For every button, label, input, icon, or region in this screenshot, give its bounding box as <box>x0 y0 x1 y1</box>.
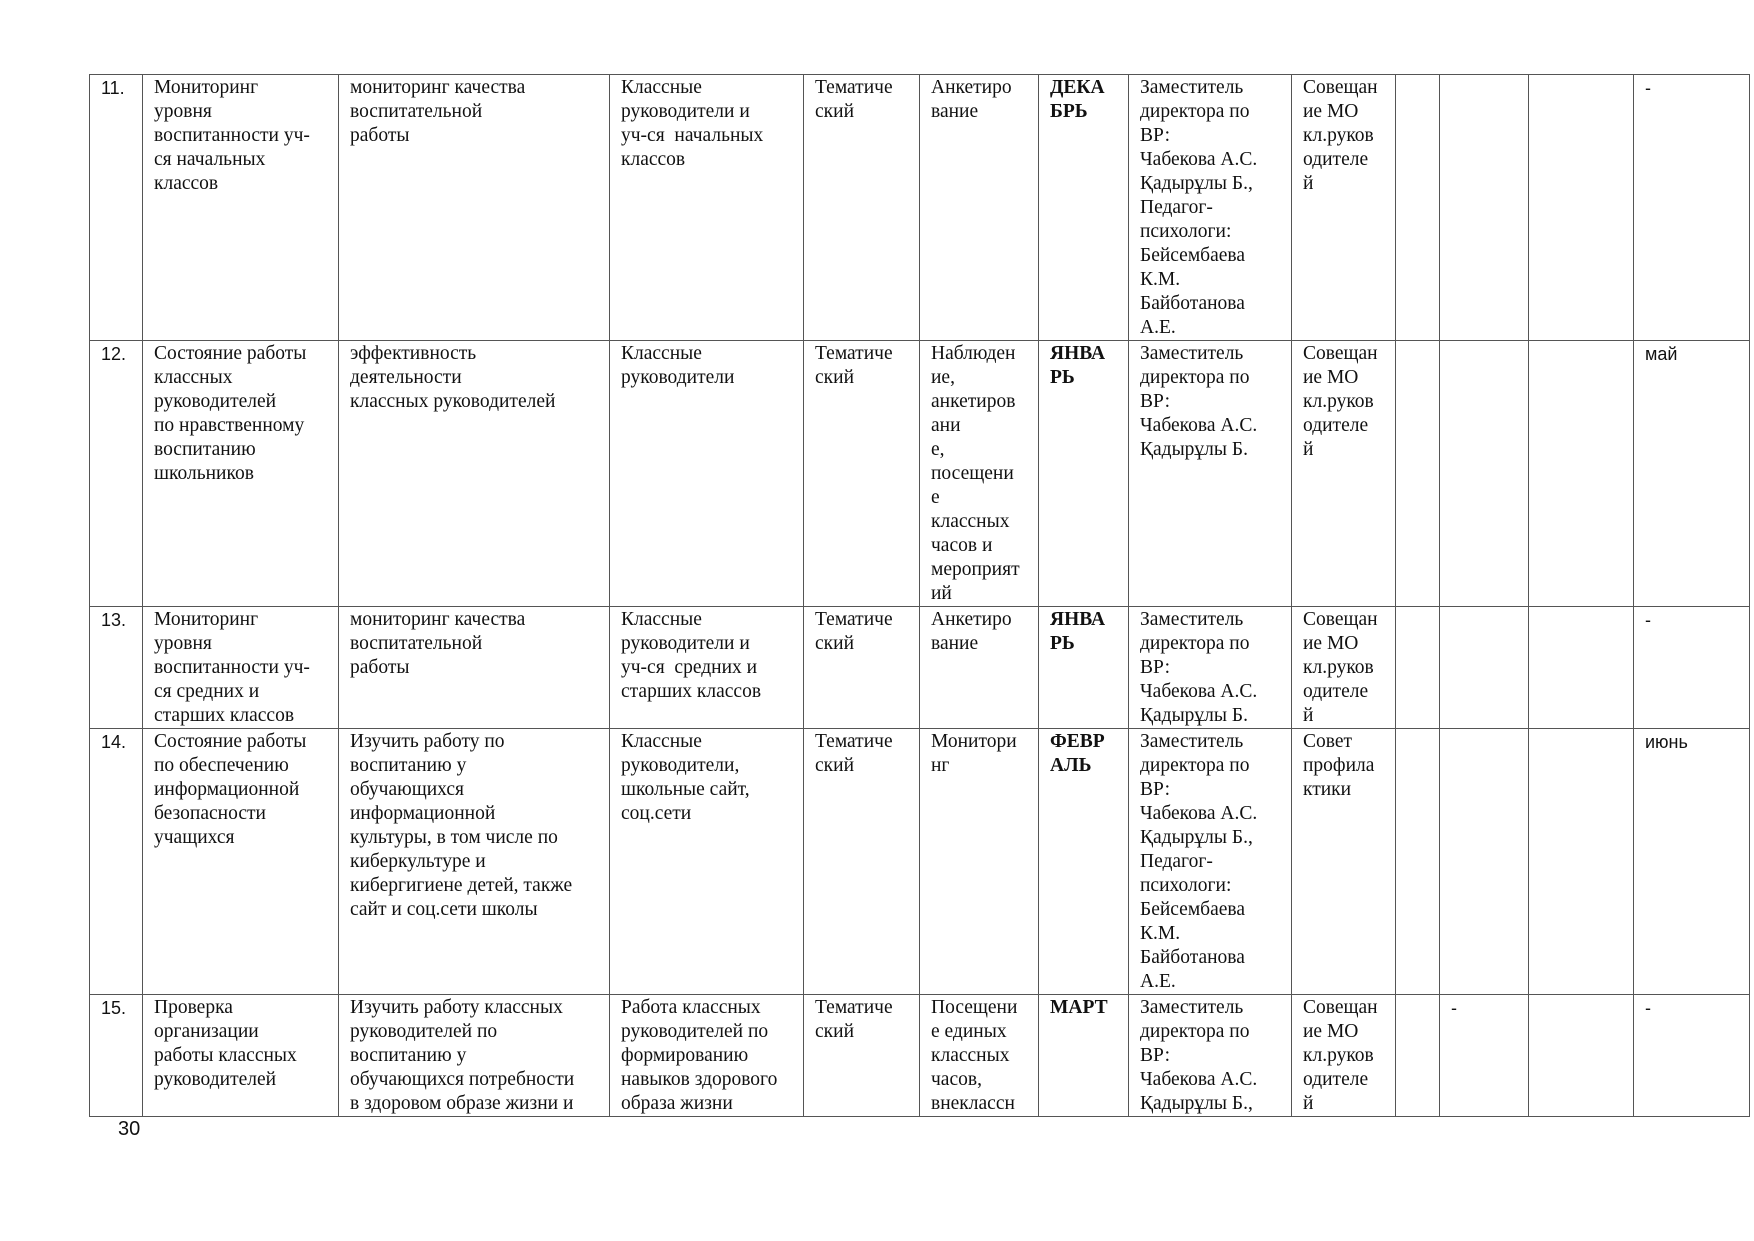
responsible-line: Қадырұлы Б. <box>1140 705 1248 726</box>
review-place-line: одителе <box>1303 681 1369 702</box>
topic-cell <box>143 75 339 341</box>
review-place-line: Совет <box>1303 731 1353 752</box>
responsible-line: Қадырұлы Б., <box>1140 173 1253 194</box>
method-line: часов и <box>931 535 993 556</box>
extra-cell-3 <box>1529 995 1634 1117</box>
method-line: Анкетиро <box>931 609 1012 630</box>
control-type-line: ский <box>815 101 854 122</box>
method-line: Монитори <box>931 731 1017 752</box>
object-line: уч-ся начальных <box>621 125 764 146</box>
purpose-line: Изучить работу классных <box>350 997 563 1018</box>
topic-line: руководителей <box>154 1069 277 1090</box>
object-line: уч-ся средних и <box>621 657 758 678</box>
review-place-line: ие МО <box>1303 1021 1359 1042</box>
responsible-line: Чабекова А.С. <box>1140 415 1258 436</box>
table-row <box>90 75 1750 341</box>
object-line: соц.сети <box>621 803 692 824</box>
responsible-cell <box>1129 75 1292 341</box>
extra-cell-2 <box>1440 341 1529 607</box>
table-body <box>90 75 1750 1117</box>
responsible-line: Чабекова А.С. <box>1140 681 1258 702</box>
control-type-line: ский <box>815 755 854 776</box>
responsible-line: Заместитель <box>1140 343 1244 364</box>
review-place-line: одителе <box>1303 415 1369 436</box>
responsible-line: Заместитель <box>1140 997 1244 1018</box>
review-place-line: ие МО <box>1303 367 1359 388</box>
object-line: Классные <box>621 77 702 98</box>
responsible-line: К.М. <box>1140 269 1181 290</box>
purpose-line: работы <box>350 657 410 678</box>
purpose-cell <box>339 607 610 729</box>
extra-cell-2 <box>1440 995 1529 1117</box>
review-place-line: ие МО <box>1303 101 1359 122</box>
method-line: ий <box>931 583 952 604</box>
month-line: ЯНВА <box>1050 609 1106 630</box>
object-line: руководители и <box>621 633 750 654</box>
responsible-line: ВР: <box>1140 125 1170 146</box>
method-line: посещени <box>931 463 1014 484</box>
responsible-cell <box>1129 729 1292 995</box>
purpose-line: воспитанию у <box>350 755 467 776</box>
control-type-cell <box>804 75 920 341</box>
purpose-line: Изучить работу по <box>350 731 505 752</box>
purpose-line: воспитанию у <box>350 1045 467 1066</box>
month-line: МАРТ <box>1050 997 1108 1018</box>
extra-cell-2 <box>1440 607 1529 729</box>
purpose-line: деятельности <box>350 367 462 388</box>
review-place-line: кл.руков <box>1303 1045 1374 1066</box>
responsible-line: психологи: <box>1140 875 1232 896</box>
extra-2-text: - <box>1451 998 1457 1018</box>
method-line: Наблюден <box>931 343 1016 364</box>
responsible-cell <box>1129 995 1292 1117</box>
object-cell <box>610 729 804 995</box>
object-line: руководителей по <box>621 1021 769 1042</box>
month-line: ЯНВА <box>1050 343 1106 364</box>
method-line: вание <box>931 101 979 122</box>
purpose-line: в здоровом образе жизни и <box>350 1093 574 1114</box>
responsible-line: Қадырұлы Б., <box>1140 827 1253 848</box>
review-place-line: й <box>1303 1093 1314 1114</box>
row-number-text: 15. <box>101 998 127 1018</box>
control-type-line: Тематиче <box>815 997 893 1018</box>
topic-cell <box>143 607 339 729</box>
method-cell <box>920 607 1039 729</box>
table-row <box>90 341 1750 607</box>
review-place-line: профила <box>1303 755 1375 776</box>
responsible-line: К.М. <box>1140 923 1181 944</box>
purpose-line: воспитательной <box>350 633 483 654</box>
responsible-line: Педагог- <box>1140 197 1213 218</box>
object-line: Работа классных <box>621 997 761 1018</box>
topic-line: руководителей <box>154 391 277 412</box>
extra-4-text: - <box>1645 998 1651 1018</box>
topic-line: информационной <box>154 779 300 800</box>
purpose-line: информационной <box>350 803 496 824</box>
topic-line: по обеспечению <box>154 755 289 776</box>
responsible-line: директора по <box>1140 755 1250 776</box>
responsible-line: А.Е. <box>1140 971 1176 992</box>
review-place-line: й <box>1303 173 1314 194</box>
method-line: Посещени <box>931 997 1018 1018</box>
topic-cell <box>143 729 339 995</box>
purpose-cell <box>339 729 610 995</box>
responsible-line: директора по <box>1140 1021 1250 1042</box>
row-number-text: 13. <box>101 610 127 630</box>
responsible-cell <box>1129 341 1292 607</box>
responsible-line: директора по <box>1140 367 1250 388</box>
object-cell <box>610 607 804 729</box>
responsible-line: Қадырұлы Б., <box>1140 1093 1253 1114</box>
row-number-text: 12. <box>101 344 127 364</box>
control-type-cell <box>804 995 920 1117</box>
purpose-line: мониторинг качества <box>350 77 526 98</box>
extra-cell-2 <box>1440 75 1529 341</box>
topic-line: классов <box>154 173 219 194</box>
purpose-line: кибергигиене детей, также <box>350 875 573 896</box>
topic-line: старших классов <box>154 705 295 726</box>
method-line: часов, <box>931 1069 982 1090</box>
review-place-line: Совещан <box>1303 609 1378 630</box>
method-cell <box>920 729 1039 995</box>
topic-line: уровня <box>154 633 212 654</box>
responsible-line: А.Е. <box>1140 317 1176 338</box>
extra-cell-4 <box>1634 729 1750 995</box>
responsible-line: Қадырұлы Б. <box>1140 439 1248 460</box>
purpose-line: сайт и соц.сети школы <box>350 899 538 920</box>
object-line: Классные <box>621 343 702 364</box>
review-place-line: одителе <box>1303 1069 1369 1090</box>
review-place-cell <box>1292 995 1396 1117</box>
month-line: РЬ <box>1050 367 1075 388</box>
month-line: ФЕВР <box>1050 731 1105 752</box>
extra-4-text: - <box>1645 78 1651 98</box>
month-cell <box>1039 607 1129 729</box>
control-type-line: Тематиче <box>815 609 893 630</box>
extra-4-text: - <box>1645 610 1651 630</box>
responsible-line: Заместитель <box>1140 731 1244 752</box>
month-cell <box>1039 341 1129 607</box>
row-number-cell <box>90 607 143 729</box>
object-line: руководители <box>621 367 735 388</box>
purpose-cell <box>339 75 610 341</box>
review-place-cell <box>1292 75 1396 341</box>
method-line: Анкетиро <box>931 77 1012 98</box>
topic-line: Мониторинг <box>154 609 259 630</box>
extra-cell-2 <box>1440 729 1529 995</box>
month-line: БРЬ <box>1050 101 1088 122</box>
extra-cell-1 <box>1396 729 1440 995</box>
review-place-line: кл.руков <box>1303 657 1374 678</box>
topic-line: ся начальных <box>154 149 266 170</box>
responsible-line: ВР: <box>1140 779 1170 800</box>
method-line: нг <box>931 755 950 776</box>
object-line: Классные <box>621 731 702 752</box>
topic-line: учащихся <box>154 827 235 848</box>
row-number-cell <box>90 75 143 341</box>
table-row <box>90 607 1750 729</box>
table-row <box>90 729 1750 995</box>
extra-cell-3 <box>1529 75 1634 341</box>
topic-line: классных <box>154 367 233 388</box>
topic-line: уровня <box>154 101 212 122</box>
object-line: классов <box>621 149 686 170</box>
object-line: навыков здорового <box>621 1069 778 1090</box>
row-number-cell <box>90 995 143 1117</box>
extra-cell-4 <box>1634 607 1750 729</box>
topic-line: работы классных <box>154 1045 297 1066</box>
review-place-line: й <box>1303 439 1314 460</box>
review-place-cell <box>1292 341 1396 607</box>
method-line: е единых <box>931 1021 1007 1042</box>
control-type-line: ский <box>815 367 854 388</box>
review-place-cell <box>1292 729 1396 995</box>
responsible-line: Чабекова А.С. <box>1140 1069 1258 1090</box>
responsible-line: Байботанова <box>1140 293 1245 314</box>
month-cell <box>1039 75 1129 341</box>
control-type-cell <box>804 729 920 995</box>
purpose-line: эффективность <box>350 343 477 364</box>
object-line: руководители, <box>621 755 740 776</box>
month-line: РЬ <box>1050 633 1075 654</box>
topic-line: Состояние работы <box>154 343 307 364</box>
control-type-line: ский <box>815 633 854 654</box>
method-line: внеклассн <box>931 1093 1015 1114</box>
control-type-line: ский <box>815 1021 854 1042</box>
month-cell <box>1039 995 1129 1117</box>
responsible-line: ВР: <box>1140 657 1170 678</box>
responsible-line: ВР: <box>1140 391 1170 412</box>
purpose-line: обучающихся потребности <box>350 1069 575 1090</box>
method-cell <box>920 341 1039 607</box>
responsible-line: Заместитель <box>1140 77 1244 98</box>
review-place-line: Совещан <box>1303 343 1378 364</box>
extra-cell-4 <box>1634 75 1750 341</box>
purpose-line: классных руководителей <box>350 391 556 412</box>
responsible-line: директора по <box>1140 101 1250 122</box>
review-place-line: кл.руков <box>1303 125 1374 146</box>
row-number-cell <box>90 729 143 995</box>
table-row <box>90 995 1750 1117</box>
purpose-line: воспитательной <box>350 101 483 122</box>
extra-cell-3 <box>1529 341 1634 607</box>
object-line: руководители и <box>621 101 750 122</box>
control-type-line: Тематиче <box>815 77 893 98</box>
responsible-line: психологи: <box>1140 221 1232 242</box>
extra-cell-3 <box>1529 607 1634 729</box>
object-line: старших классов <box>621 681 762 702</box>
review-place-cell <box>1292 607 1396 729</box>
topic-line: Мониторинг <box>154 77 259 98</box>
review-place-line: одителе <box>1303 149 1369 170</box>
purpose-line: работы <box>350 125 410 146</box>
control-type-cell <box>804 607 920 729</box>
control-plan-table <box>89 74 1750 1117</box>
row-number-text: 11. <box>101 78 125 98</box>
topic-line: воспитанности уч- <box>154 657 310 678</box>
responsible-line: Бейсембаева <box>1140 245 1246 266</box>
extra-cell-3 <box>1529 729 1634 995</box>
object-cell <box>610 995 804 1117</box>
topic-line: Проверка <box>154 997 233 1018</box>
extra-cell-1 <box>1396 995 1440 1117</box>
responsible-line: директора по <box>1140 633 1250 654</box>
method-line: анкетиров <box>931 391 1016 412</box>
method-line: классных <box>931 1045 1010 1066</box>
topic-line: по нравственному <box>154 415 305 436</box>
method-cell <box>920 995 1039 1117</box>
method-line: е, <box>931 439 945 460</box>
responsible-line: Чабекова А.С. <box>1140 149 1258 170</box>
extra-cell-4 <box>1634 995 1750 1117</box>
method-line: е <box>931 487 940 508</box>
page-number: 30 <box>118 1118 141 1140</box>
purpose-line: мониторинг качества <box>350 609 526 630</box>
method-line: классных <box>931 511 1010 532</box>
row-number-text: 14. <box>101 732 127 752</box>
extra-cell-1 <box>1396 607 1440 729</box>
control-type-line: Тематиче <box>815 343 893 364</box>
purpose-line: культуры, в том числе по <box>350 827 558 848</box>
extra-4-text: июнь <box>1645 732 1688 752</box>
review-place-line: ие МО <box>1303 633 1359 654</box>
month-line: ДЕКА <box>1050 77 1105 98</box>
method-line: ани <box>931 415 961 436</box>
responsible-line: Педагог- <box>1140 851 1213 872</box>
topic-line: организации <box>154 1021 259 1042</box>
method-line: ие, <box>931 367 955 388</box>
responsible-cell <box>1129 607 1292 729</box>
object-line: образа жизни <box>621 1093 733 1114</box>
extra-4-text: май <box>1645 344 1678 364</box>
month-line: АЛЬ <box>1050 755 1092 776</box>
topic-line: воспитанию <box>154 439 256 460</box>
object-line: школьные сайт, <box>621 779 750 800</box>
responsible-line: Чабекова А.С. <box>1140 803 1258 824</box>
object-cell <box>610 75 804 341</box>
review-place-line: й <box>1303 705 1314 726</box>
object-cell <box>610 341 804 607</box>
purpose-cell <box>339 995 610 1117</box>
purpose-cell <box>339 341 610 607</box>
responsible-line: Бейсембаева <box>1140 899 1246 920</box>
topic-line: воспитанности уч- <box>154 125 310 146</box>
purpose-line: киберкультуре и <box>350 851 486 872</box>
object-line: формированию <box>621 1045 749 1066</box>
responsible-line: Заместитель <box>1140 609 1244 630</box>
topic-line: Состояние работы <box>154 731 307 752</box>
topic-cell <box>143 341 339 607</box>
review-place-line: кл.руков <box>1303 391 1374 412</box>
method-cell <box>920 75 1039 341</box>
method-line: мероприят <box>931 559 1020 580</box>
topic-line: безопасности <box>154 803 266 824</box>
method-line: вание <box>931 633 979 654</box>
review-place-line: ктики <box>1303 779 1352 800</box>
month-cell <box>1039 729 1129 995</box>
topic-cell <box>143 995 339 1117</box>
purpose-line: обучающихся <box>350 779 464 800</box>
extra-cell-1 <box>1396 75 1440 341</box>
extra-cell-4 <box>1634 341 1750 607</box>
topic-line: школьников <box>154 463 254 484</box>
purpose-line: руководителей по <box>350 1021 498 1042</box>
control-type-line: Тематиче <box>815 731 893 752</box>
responsible-line: Байботанова <box>1140 947 1245 968</box>
responsible-line: ВР: <box>1140 1045 1170 1066</box>
row-number-cell <box>90 341 143 607</box>
review-place-line: Совещан <box>1303 77 1378 98</box>
review-place-line: Совещан <box>1303 997 1378 1018</box>
object-line: Классные <box>621 609 702 630</box>
extra-cell-1 <box>1396 341 1440 607</box>
topic-line: ся средних и <box>154 681 260 702</box>
control-type-cell <box>804 341 920 607</box>
